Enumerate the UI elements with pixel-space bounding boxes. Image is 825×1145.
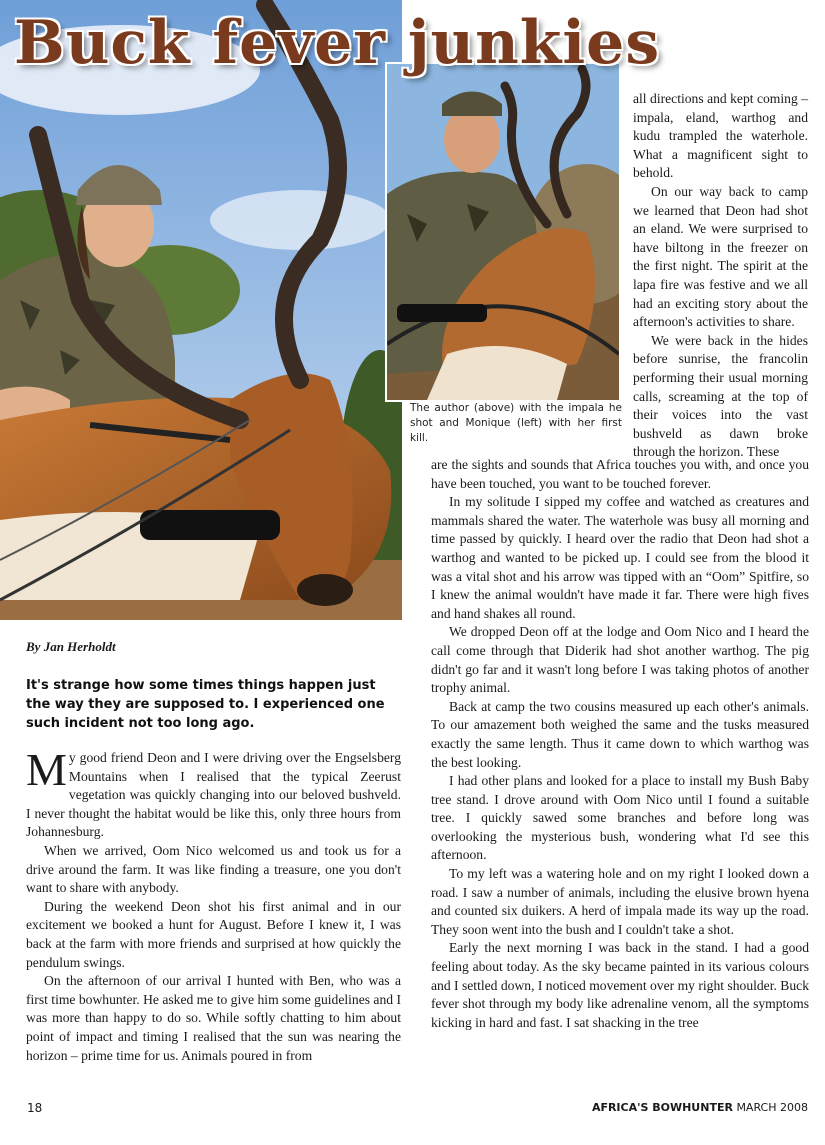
- magazine-footer: [592, 1101, 808, 1114]
- intro-standfirst: It's strange how some times things happen just the way they are supposed to. I experienced one such incident not too long ago.: [26, 678, 385, 731]
- paragraph: I had other plans and looked for a place to install my Bush Baby tree stand. I drove around with Oom Nico until I found a suitable tree. I quickly sawed some branches and before long was overlooking the mysterious bush, wondering what I'd see this afternoon.: [431, 773, 809, 863]
- paragraph: all directions and kept coming – impala, eland, warthog and kudu trampled the waterhole. What a magnificent sight to behold.: [633, 91, 808, 181]
- paragraph: When we arrived, Oom Nico welcomed us and took us for a drive around the farm. It was like finding a treasure, one you don't want to share with anybody.: [26, 842, 401, 896]
- byline: By Jan Herholdt: [26, 639, 116, 654]
- page-number: 18: [27, 1101, 43, 1115]
- magazine-name: AFRICA'S BOWHUNTER: [591, 1101, 733, 1114]
- paragraph: To my left was a watering hole and on my right I looked down a road. I saw a number of animals, including the elusive brown hyena and counted six duikers. A herd of impala made its way up the road. They soon went into the bush and I couldn't take a shot.: [431, 866, 809, 937]
- paragraph: In my solitude I sipped my coffee and watched as creatures and mammals shared the water. The waterhole was busy all morning and time passed by quickly. I heard over the radio that Deon had shot a warthog and wanted to be picked up. I could see from the blood it was a vital shot and his arrow was tipped with an “Oom” Spitfire, so I knew the animal wouldn't have made it far. There were high fives and hand shakes all round.: [431, 494, 809, 621]
- issue-date: MARCH 2008: [736, 1101, 808, 1114]
- paragraph: Back at camp the two cousins measured up each other's animals. To our amazement both weighed the same and the tusks measured exactly the same length. Thus it came down to which warthog was the best looking.: [431, 698, 809, 770]
- inset-photo-author-with-impala: [385, 62, 621, 402]
- left-column-text: [26, 744, 401, 1065]
- main-photo-hunter-with-impala: [0, 0, 402, 620]
- drop-cap: M: [26, 744, 67, 795]
- paragraph: During the weekend Deon shot his first animal and in our excitement we booked a hunt for August. Before I knew it, I was back at the farm with more friends and surprised at how quickly the pendulum swings.: [26, 898, 401, 970]
- paragraph: On our way back to camp we learned that Deon had shot an eland. We were surprised to have biltong in the freezer on the first night. The spirit at the lapa fire was festive and we all had an exciting story about the afternoon's activities to share.: [633, 183, 808, 330]
- paragraph: Early the next morning I was back in the stand. I had a good feeling about today. As the sky became painted in its various colours and I settled down, I noticed movement over my right shoulder. Buck fever shot through my body like adrenaline venom, all the symptoms kicking in hard and fast. I sat shacking in the tree: [431, 940, 809, 1030]
- paragraph: are the sights and sounds that Africa touches you with, and once you have been touched, you want to be touched forever.: [431, 457, 809, 491]
- paragraph: We dropped Deon off at the lodge and Oom Nico and I heard the call come through that Diderik had shot another warthog. The pig didn't go far and it wasn't long before I was taking photos of another trophy animal.: [431, 624, 809, 696]
- paragraph: My good friend Deon and I were driving over the Engselsberg Mountains when I realised that the typical Zeerust vegetation was quickly changing into our beloved bushveld. I never thought the habitat would be like this, only three hours from Johannesburg.: [26, 744, 401, 840]
- right-column-top-text: [633, 90, 808, 462]
- photo-caption: The author (above) with the impala he shot and Monique (left) with her first kill.: [410, 402, 622, 444]
- article-title: Buck fever junkies: [14, 8, 661, 78]
- paragraph: On the afternoon of our arrival I hunted with Ben, who was a first time bowhunter. He asked me to give him some guidelines and I was more than happy to do so. While softly chatting to him about point of impact and timing I realised that the sun was nearing the horizon – prime time for us. Animals poured in from: [26, 973, 401, 1063]
- right-column-text: [431, 456, 809, 1032]
- paragraph: We were back in the hides before sunrise, the francolin performing their usual morning calls, screaming at the top of their voices into the vast bushveld as dawn broke through the horizon. These: [633, 332, 808, 460]
